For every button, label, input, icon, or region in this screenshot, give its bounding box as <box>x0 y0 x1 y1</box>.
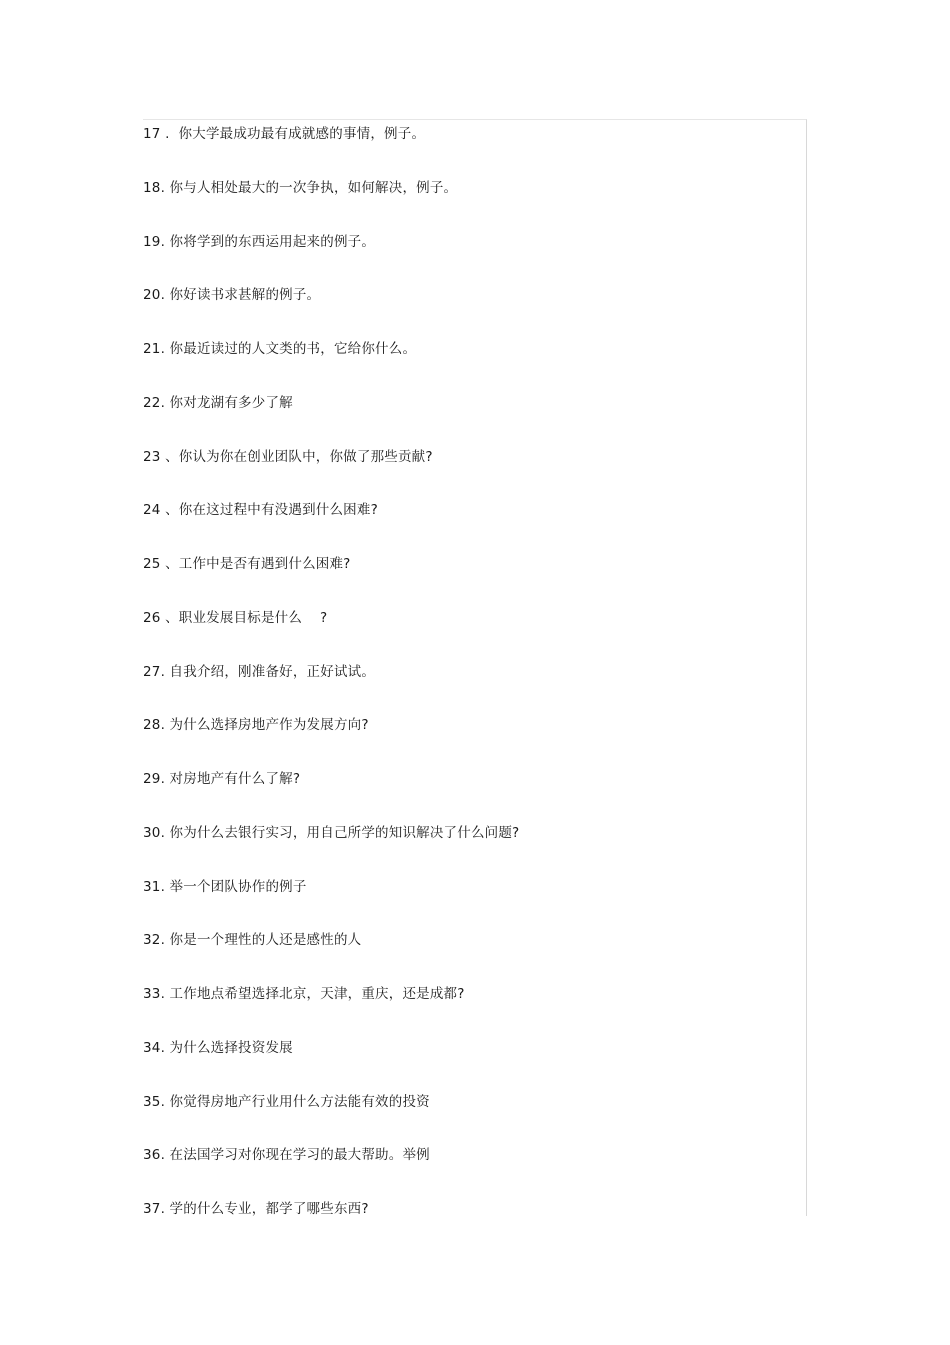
question-item-29: 29. 对房地产有什么了解? <box>143 771 301 787</box>
question-item-32: 32. 你是一个理性的人还是感性的人 <box>143 932 362 949</box>
question-item-21: 21. 你最近读过的人文类的书，它给你什么。 <box>143 341 417 357</box>
question-item-36: 36. 在法国学习对你现在学习的最大帮助。举例 <box>143 1147 430 1164</box>
question-item-23: 23 、你认为你在创业团队中，你做了那些贡献? <box>143 448 433 465</box>
question-item-33: 33. 工作地点希望选择北京，天津，重庆，还是成都? <box>143 986 465 1002</box>
question-item-37: 37. 学的什么专业，都学了哪些东西? <box>143 1201 369 1217</box>
question-item-26: 26 、职业发展目标是什么 ? <box>143 609 328 626</box>
question-item-27: 27. 自我介绍，刚准备好，正好试试。 <box>143 663 376 680</box>
question-item-24: 24 、你在这过程中有没遇到什么困难? <box>143 502 378 519</box>
question-item-25: 25 、工作中是否有遇到什么困难? <box>143 556 351 572</box>
question-item-35: 35. 你觉得房地产行业用什么方法能有效的投资 <box>143 1093 430 1110</box>
question-item-17: 17 . 你大学最成功最有成就感的事情，例子。 <box>143 126 426 142</box>
question-item-30: 30. 你为什么去银行实习，用自己所学的知识解决了什么问题? <box>143 824 520 841</box>
question-item-18: 18. 你与人相处最大的一次争执，如何解决，例子。 <box>143 179 458 196</box>
question-item-19: 19. 你将学到的东西运用起来的例子。 <box>143 233 376 250</box>
question-list <box>143 124 519 1253</box>
question-item-28: 28. 为什么选择房地产作为发展方向? <box>143 717 369 734</box>
question-item-34: 34. 为什么选择投资发展 <box>143 1039 293 1056</box>
question-item-20: 20. 你好读书求甚解的例子。 <box>143 287 321 304</box>
question-item-31: 31. 举一个团队协作的例子 <box>143 878 307 895</box>
question-item-22: 22. 你对龙湖有多少了解 <box>143 394 293 411</box>
